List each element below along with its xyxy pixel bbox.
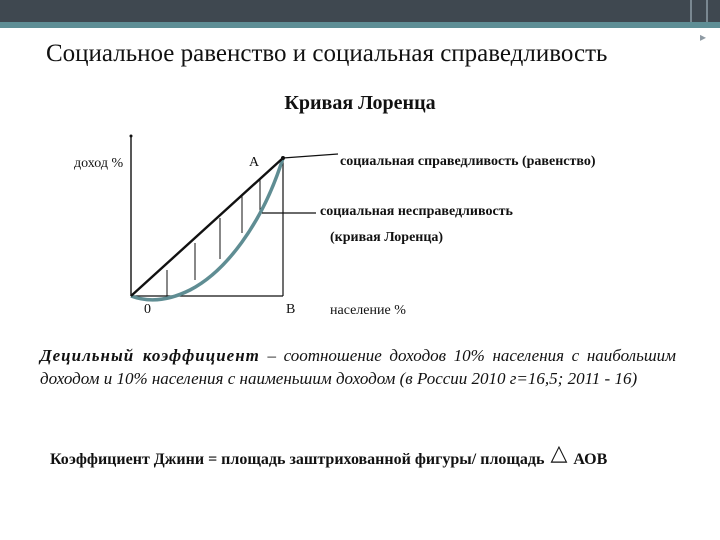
triangle-icon: △	[550, 440, 568, 465]
x-axis-label: население %	[330, 303, 406, 318]
equality-line	[131, 158, 283, 296]
slide-arrow-icon: ▸	[700, 30, 707, 44]
decile-term: Децильный коэффициент	[40, 346, 260, 365]
lorenz-label-line1: социальная несправедливость	[320, 204, 513, 219]
diagram-title: Кривая Лоренца	[284, 92, 436, 114]
origin-label: 0	[144, 302, 151, 317]
point-a-marker	[281, 156, 285, 160]
gini-coefficient-text	[50, 440, 607, 469]
y-axis-tip	[130, 135, 133, 138]
point-b-label: В	[286, 302, 296, 317]
equality-label: социальная справедливость (равенство)	[340, 154, 596, 169]
gini-left: Коэффициент Джини = площадь заштрихованной фигуры/ площадь	[50, 451, 545, 468]
point-a-label: А	[249, 155, 260, 170]
gini-right: АОВ	[573, 451, 608, 468]
equality-pointer	[283, 154, 338, 158]
y-axis-label: доход %	[74, 156, 124, 171]
decile-definition: – соотношение доходов 10% населения с наибольшим доходом и 10% населения с наименьшим доходом (в России 2010 г=16,5; 2011 - 16)	[40, 346, 677, 388]
lorenz-label-line2: (кривая Лоренца)	[330, 230, 444, 245]
slide-title: Социальное равенство и социальная справедливость	[46, 40, 608, 67]
decile-coefficient-text	[40, 344, 676, 390]
